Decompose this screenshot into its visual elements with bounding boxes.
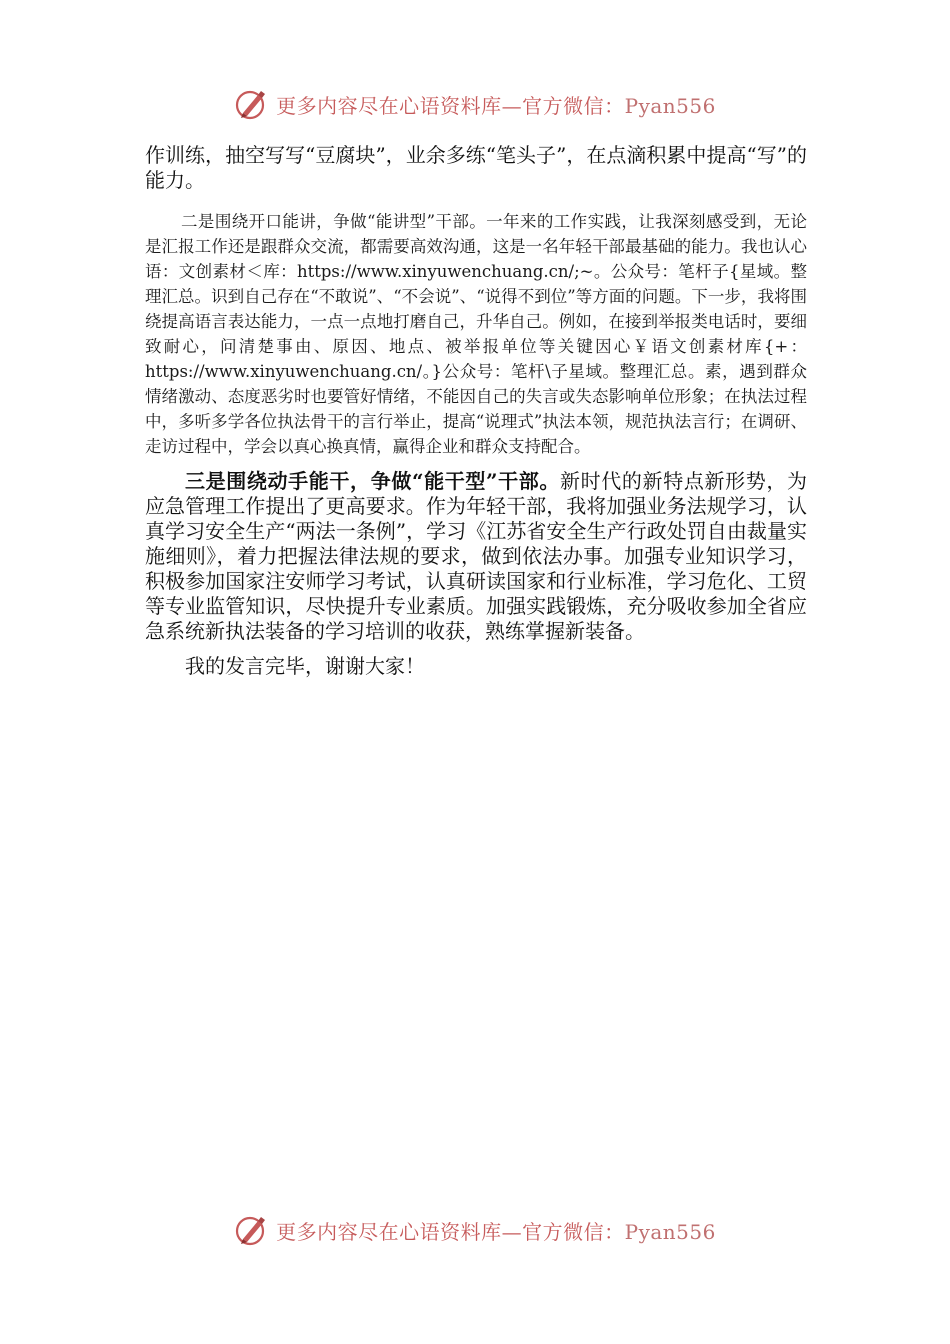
paragraph-3-text: 新时代的新特点新形势，为应急管理工作提出了更高要求。作为年轻干部，我将加强业务法规学习，认真学习安全生产“两法一条例”，学习《江苏省安全生产行政处罚自由裁量实施细则》，着力把握法律法规的要求，做到依法办事。加强专业知识学习，积极参加国家注安师学习考试，认真研读国家和行业标准，学习危化、工贸等专业监管知识，尽快提升专业素质。加强实践锻炼，充分吸收参加全省应急系统新执法装备的学习培训的收获，熟练掌握新装备。 xyxy=(145,469,807,643)
paragraph-3 xyxy=(145,469,807,644)
brand-text: 更多内容尽在心语资料库—官方微信： xyxy=(276,93,625,118)
pen-logo-icon xyxy=(234,1213,268,1247)
paragraph-4-closing: 我的发言完毕，谢谢大家！ xyxy=(185,654,425,678)
brand-wechat-id: Pyan556 xyxy=(624,93,716,118)
paragraph-2: 二是围绕开口能讲，争做“能讲型”干部。一年来的工作实践，让我深刻感受到，无论是汇报工作还是跟群众交流，都需要高效沟通，这是一名年轻干部最基础的能力。我也认心语：文创素材＜库：https://www.xinyuwenchuang.cn/;~。公众号：笔杆子{星域。整理汇总。识到自己存在“不敢说”、“不会说”、“说得不到位”等方面的问题。下一步，我将围绕提高语言表达能力，一点一点地打磨自己，升华自己。例如，在接到举报类电话时，要细致耐心，问清楚事由、原因、地点、被举报单位等关键因心￥语文创素材库{+：https://www.xinyuwenchuang.cn/。}公众号：笔杆\子星域。整理汇总。素，遇到群众情绪激动、态度恶劣时也要管好情绪，不能因自己的失言或失态影响单位形象；在执法过程中，多听多学各位执法骨干的言行举止，提高“说理式”执法本领，规范执法言行；在调研、走访过程中，学会以真心换真情，赢得企业和群众支持配合。 xyxy=(145,212,807,456)
brand-text: 更多内容尽在心语资料库—官方微信： xyxy=(276,1219,625,1244)
page-footer xyxy=(0,1210,950,1250)
page-header xyxy=(0,84,950,124)
brand-wechat-id: Pyan556 xyxy=(624,1219,716,1244)
paragraph-3-heading: 三是围绕动手能干，争做“能干型”干部。 xyxy=(185,469,561,493)
pen-logo-icon xyxy=(234,87,268,121)
brand-banner-footer xyxy=(234,1213,716,1247)
paragraph-1: 作训练，抽空写写“豆腐块”，业余多练“笔头子”，在点滴积累中提高“写”的能力。 xyxy=(145,143,807,192)
brand-banner xyxy=(234,87,716,121)
document-body xyxy=(145,143,807,679)
